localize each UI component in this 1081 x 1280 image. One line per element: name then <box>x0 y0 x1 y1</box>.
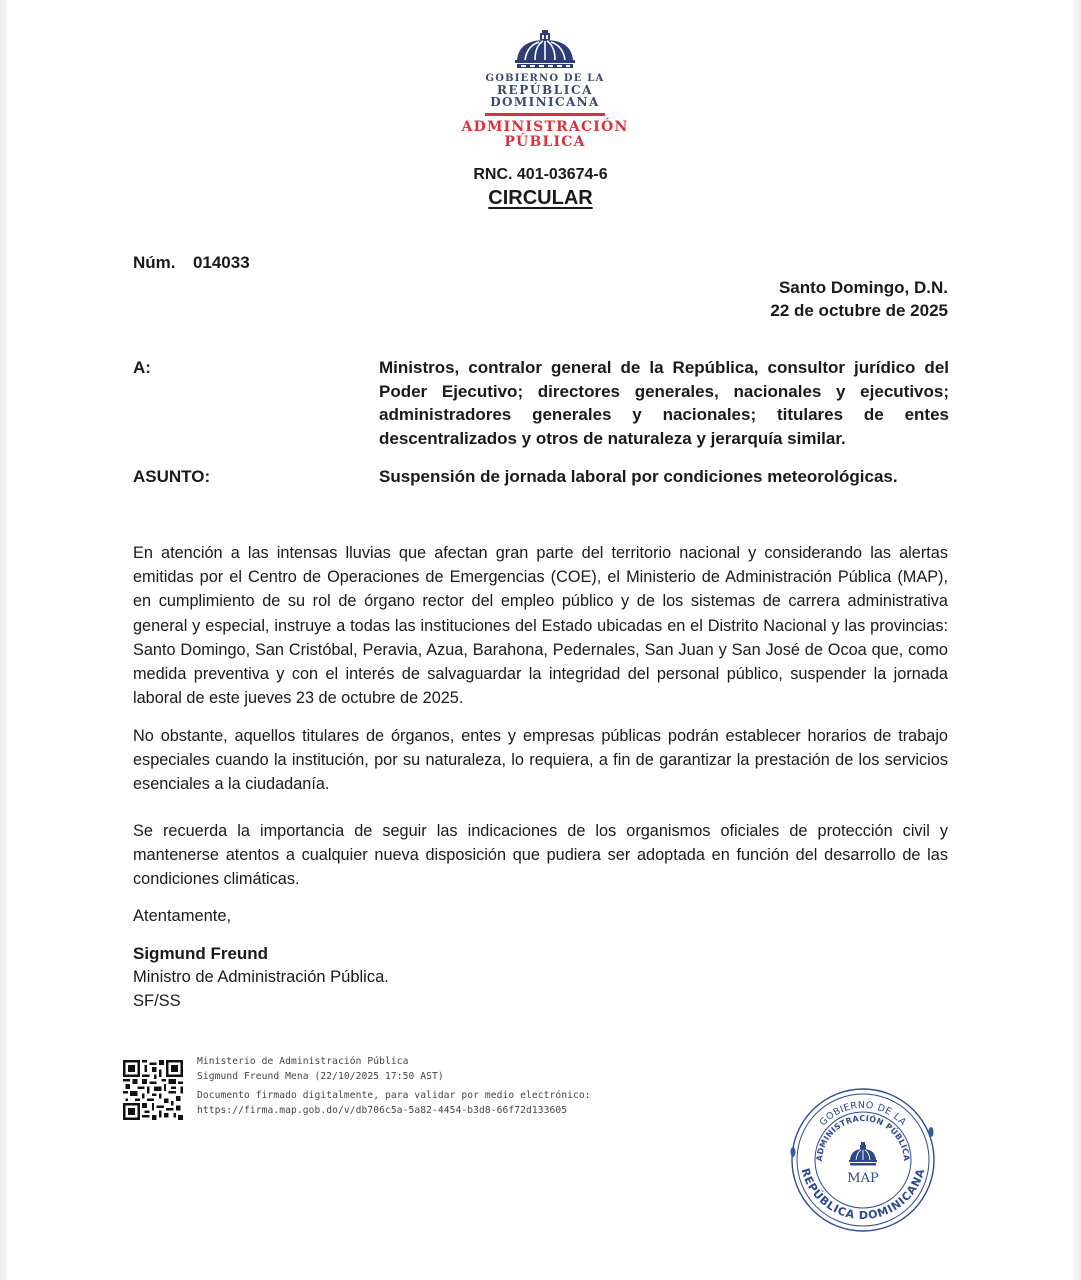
to-value: Ministros, contralor general de la República, consultor jurídico del Poder Ejecutivo; directores generales, nacionales y ejecutivos; administradores generales y nacionales; titulares de entes descentralizados y otros de naturaleza y jerarquía similar. <box>379 358 949 449</box>
rnc-number: RNC. 401-03674-6 <box>473 166 608 183</box>
signature-signer-timestamp: Sigmund Freund Mena (22/10/2025 17:50 AST) <box>197 1071 444 1082</box>
closing: Atentamente, <box>133 907 232 925</box>
circular-number: Núm. 014033 <box>133 253 250 272</box>
logo-line-gobierno: GOBIERNO DE LA <box>485 73 605 84</box>
reference-initials: SF/SS <box>133 992 181 1010</box>
signature-ministry: Ministerio de Administración Pública <box>197 1056 409 1067</box>
body-paragraph-1: En atención a las intensas lluvias que afectan gran parte del territorio nacional y considerando las alertas emitidas por el Centro de Operaciones de Emergencias (COE), el Ministerio de Administración Pública (MAP), en cumplimiento de su rol de órgano rector del empleo público y de los sistemas de carrera administrativa general y especial, instruye a todas las instituciones del Estado ubicadas en el Distrito Nacional y las provincias: Santo Domingo, San Cristóbal, Peravia, Azua, Barahona, Pedernales, San Juan y San José de Ocoa que, como medida preventiva y con el interés de salvaguardar la integridad del personal público, suspender la jornada laboral de este jueves 23 de octubre de 2025. <box>133 544 948 708</box>
official-seal-stamp <box>786 1086 940 1234</box>
document-type-title <box>0 187 1081 210</box>
logo-line-administracion: ADMINISTRACIÓN <box>461 119 629 135</box>
qr-code-icon[interactable] <box>123 1060 183 1120</box>
svg-text:REPÚBLICA DOMINICANA: REPÚBLICA DOMINICANA <box>798 1166 928 1223</box>
date: 22 de octubre de 2025 <box>770 301 948 320</box>
to-label: A: <box>133 358 151 377</box>
logo-line-publica: PÚBLICA <box>504 134 586 150</box>
signature-validation-url[interactable]: https://firma.map.gob.do/v/db706c5a-5a82-4454-b3d8-66f72d133605 <box>197 1105 568 1116</box>
body-paragraph-2: No obstante, aquellos titulares de órganos, entes y empresas públicas podrán establecer horarios de trabajo especiales cuando la institución, por su naturaleza, lo requiera, a fin de garantizar la prestación de los servicios esenciales a la ciudadanía. <box>133 727 948 794</box>
logo-line-republica: REPÚBLICA <box>496 83 594 97</box>
signer-title: Ministro de Administración Pública. <box>133 968 389 986</box>
place-date-block <box>770 276 948 322</box>
svg-text:GOBIERNO DE LA: GOBIERNO DE LA <box>817 1099 909 1129</box>
body-paragraph-3: Se recuerda la importancia de seguir las indicaciones de los organismos oficiales de protección civil y mantenerse atentos a cualquier nueva disposición que pudiera ser adoptada en función del desarrollo de las condiciones climáticas. <box>133 822 948 889</box>
signer-name: Sigmund Freund <box>133 944 269 963</box>
signature-validation-note: Documento firmado digitalmente, para validar por medio electrónico: <box>197 1090 591 1101</box>
seal-dome-icon <box>849 1142 877 1166</box>
svg-text:ADMINISTRACIÓN PÚBLICA: ADMINISTRACIÓN PÚBLICA <box>814 1113 912 1162</box>
subject-label: ASUNTO: <box>133 467 211 486</box>
document-type-text: CIRCULAR <box>488 187 593 209</box>
subject-value: Suspensión de jornada laboral por condiciones meteorológicas. <box>379 467 898 486</box>
logo-line-dominicana: DOMINICANA <box>490 95 600 109</box>
seal-center-text: MAP <box>847 1171 879 1186</box>
dome-icon <box>513 30 577 70</box>
government-logo <box>440 30 650 149</box>
logo-divider <box>485 113 605 116</box>
place: Santo Domingo, D.N. <box>778 278 948 297</box>
